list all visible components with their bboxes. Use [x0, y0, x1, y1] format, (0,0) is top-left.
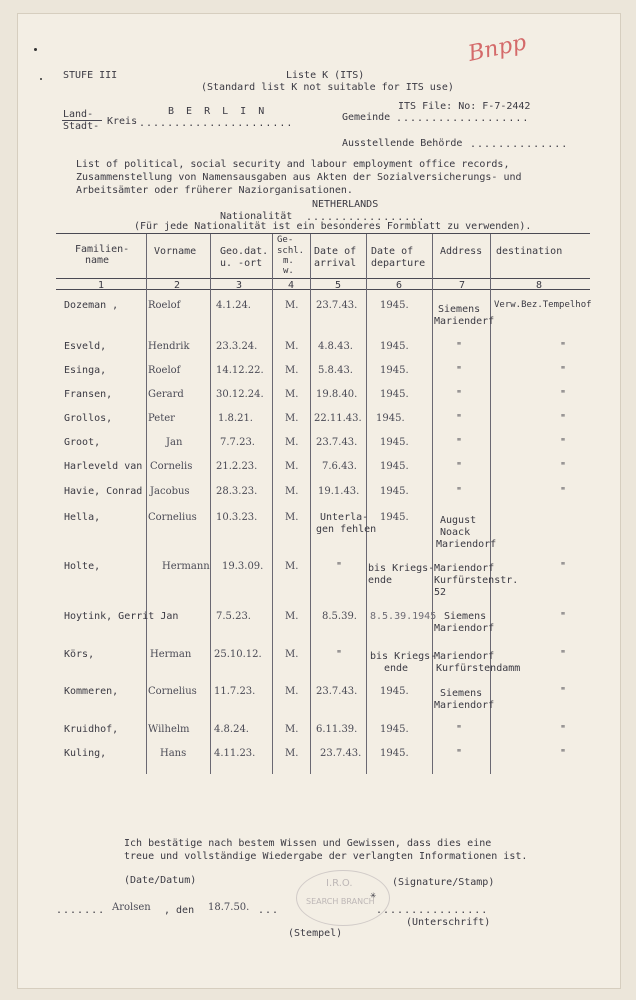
gemeinde-dots: ................... [396, 113, 530, 124]
cell-address: Mariendorf [434, 563, 495, 574]
cell-name: Havie, Conrad [64, 486, 143, 497]
col-number: 2 [174, 280, 181, 291]
cell-arrival: 4.8.43. [318, 341, 353, 352]
cell-address-2: Marienderf [434, 316, 495, 327]
cell-address-2: Mariendorf [434, 623, 495, 634]
cell-address: Siemens [438, 304, 481, 315]
ausstellende-label: Ausstellende Behörde [342, 138, 463, 149]
cell-sex: M. [285, 561, 299, 572]
cell-firstname: Hans [160, 748, 187, 759]
col-header-geodat-2: u. -ort [220, 258, 263, 269]
cell-destination: " [560, 486, 567, 497]
cell-arrival: 22.11.43. [314, 413, 362, 424]
col-divider [210, 234, 211, 774]
cell-arrival: 19.8.40. [316, 389, 358, 400]
col-header-arrival-2: arrival [314, 258, 357, 269]
cell-departure: bis Kriegs- [368, 563, 435, 574]
cell-sex: M. [285, 341, 299, 352]
certification-line-1: Ich bestätige nach bestem Wissen und Gewissen, dass dies eine [124, 838, 492, 849]
cell-departure: 1945. [380, 686, 409, 697]
cell-sex: M. [285, 724, 299, 735]
nationality-note: (Für jede Nationalität ist ein besonderes Formblatt zu verwenden). [134, 221, 532, 232]
den-label: , den [164, 905, 195, 916]
cell-name: Esinga, [64, 365, 107, 376]
intro-line-3: Arbeitsämter oder früherer Naziorganisationen. [76, 185, 353, 196]
cell-address: " [456, 389, 463, 400]
signature-label: (Signature/Stamp) [392, 877, 495, 888]
cell-destination: " [560, 437, 567, 448]
cell-destination: " [560, 611, 567, 622]
stadt-label: Stadt- [63, 121, 100, 132]
cell-born: 7.7.23. [220, 437, 255, 448]
nationality-value: NETHERLANDS [312, 199, 379, 210]
col-header-address: Address [440, 246, 483, 257]
cell-departure: 8.5.39.1945 [370, 611, 437, 622]
col-number: 1 [98, 280, 105, 291]
cell-destination: Verw.Bez.Tempelhof [494, 300, 592, 310]
cell-born: 4.1.24. [216, 300, 251, 311]
cell-departure: 1945. [380, 461, 409, 472]
kreis-dots: ...................... [139, 118, 294, 129]
cell-born: 10.3.23. [216, 512, 258, 523]
cell-address: " [456, 437, 463, 448]
cell-sex: M. [285, 649, 299, 660]
col-header-arrival: Date of [314, 246, 357, 257]
cell-born: 30.12.24. [216, 389, 264, 400]
cell-sex: M. [285, 300, 299, 311]
number-rule [56, 289, 590, 290]
cell-arrival: 23.7.43. [320, 748, 362, 759]
cell-arrival: " [336, 649, 343, 660]
col-divider [366, 234, 367, 774]
stempel-label: (Stempel) [288, 928, 343, 939]
col-header-geschl-w: w. [283, 266, 294, 276]
cell-arrival: 23.7.43. [316, 686, 358, 697]
cell-destination: " [560, 561, 567, 572]
cell-departure: 1945. [380, 748, 409, 759]
cell-born: 4.11.23. [214, 748, 256, 759]
place-dots: ....... [56, 905, 106, 916]
cell-departure: 1945. [380, 724, 409, 735]
cell-sex: M. [285, 461, 299, 472]
cell-departure: 1945. [380, 300, 409, 311]
cell-sex: M. [285, 389, 299, 400]
cell-name: Harleveld van [64, 461, 143, 472]
cell-arrival-2: gen fehlen [316, 524, 377, 535]
cell-address: Siemens [440, 688, 483, 699]
cell-firstname: Gerard [148, 389, 184, 400]
cell-firstname: Wilhelm [148, 724, 190, 735]
cell-address: " [456, 724, 463, 735]
cell-name: Esveld, [64, 341, 107, 352]
col-header-familienname: Familien- [75, 244, 130, 255]
cell-firstname: Hermann [162, 561, 210, 572]
cell-name: Kuling, [64, 748, 107, 759]
cell-born: 25.10.12. [214, 649, 262, 660]
col-divider [272, 234, 273, 774]
col-number: 8 [536, 280, 543, 291]
certification-line-2: treue und vollständige Wiedergabe der verlangten Informationen ist. [124, 851, 528, 862]
cell-firstname: Cornelius [148, 512, 197, 523]
table-top-rule [56, 233, 590, 234]
col-number: 7 [459, 280, 466, 291]
cell-arrival: 7.6.43. [322, 461, 357, 472]
cell-arrival: 6.11.39. [316, 724, 358, 735]
cell-name: Dozeman , [64, 300, 119, 311]
cell-sex: M. [285, 413, 299, 424]
cell-destination: " [560, 389, 567, 400]
col-header-geschl-m: m. [283, 256, 294, 266]
col-header-familienname-2: name [85, 255, 110, 266]
cell-destination: " [560, 341, 567, 352]
cell-destination: " [560, 365, 567, 376]
stamp-text: SEARCH BRANCH [306, 897, 375, 906]
land-stadt-divider [62, 120, 102, 121]
header-rule [56, 278, 590, 279]
cell-firstname: Roelof [148, 365, 181, 376]
cell-destination: " [560, 413, 567, 424]
cell-arrival: " [336, 561, 343, 572]
col-header-vorname: Vorname [154, 246, 197, 257]
cell-born: 7.5.23. [216, 611, 251, 622]
red-annotation: Bnpp [466, 30, 529, 67]
its-file-number: ITS File: No: F-7-2442 [398, 101, 531, 112]
cell-firstname: Roelof [148, 300, 181, 311]
cell-address: Siemens [444, 611, 487, 622]
stamp-text: I.R.O. [326, 878, 353, 889]
cell-departure: 1945. [380, 437, 409, 448]
cell-name: Groot, [64, 437, 101, 448]
cell-address: " [456, 413, 463, 424]
col-number: 3 [236, 280, 243, 291]
cell-firstname: Cornelis [150, 461, 193, 472]
cell-name: Hoytink, Gerrit Jan [64, 611, 179, 622]
cell-sex: M. [285, 512, 299, 523]
cell-address-3: 52 [434, 587, 447, 598]
star-mark: ✳ [370, 890, 377, 901]
cell-born: 28.3.23. [216, 486, 258, 497]
col-header-departure-2: departure [371, 258, 426, 269]
cell-departure: 1945. [380, 341, 409, 352]
cell-address: " [456, 341, 463, 352]
cell-departure: 1945. [380, 365, 409, 376]
place-value: Arolsen [112, 902, 151, 913]
cell-sex: M. [285, 748, 299, 759]
col-divider [432, 234, 433, 774]
cell-address-3: Mariendorf [436, 539, 497, 550]
col-header-geschl-2: schl. [277, 246, 305, 256]
signature-dots: ................ [376, 905, 489, 916]
cell-sex: M. [285, 611, 299, 622]
nationality-label: Nationalität [220, 211, 293, 222]
cell-departure: 1945. [380, 512, 409, 523]
cell-departure-2: ende [368, 575, 393, 586]
cell-arrival: 19.1.43. [318, 486, 360, 497]
cell-departure: 1945. [380, 389, 409, 400]
cell-destination: " [560, 461, 567, 472]
cell-name: Hella, [64, 512, 101, 523]
cell-name: Grollos, [64, 413, 113, 424]
cell-born: 23.3.24. [216, 341, 258, 352]
intro-line-2: Zusammenstellung von Namensausgaben aus Akten der Sozialversicherungs- und [76, 172, 522, 183]
cell-sex: M. [285, 486, 299, 497]
cell-name: Fransen, [64, 389, 113, 400]
col-divider [490, 234, 491, 774]
cell-name: Körs, [64, 649, 95, 660]
cell-firstname: Jan [166, 437, 183, 448]
col-number: 6 [396, 280, 403, 291]
col-header-geodat: Geo.dat. [220, 246, 269, 257]
cell-address-2: Kurfürstenstr. [434, 575, 519, 586]
cell-departure-2: ende [384, 663, 409, 674]
punch-hole [34, 48, 37, 51]
cell-departure: bis Kriegs- [370, 651, 437, 662]
cell-born: 4.8.24. [214, 724, 249, 735]
land-label: Land- [63, 109, 94, 120]
cell-name: Holte, [64, 561, 101, 572]
punch-hole [40, 78, 42, 80]
date-label: (Date/Datum) [124, 875, 197, 886]
col-header-departure: Date of [371, 246, 414, 257]
cell-departure: 1945. [380, 486, 409, 497]
cell-arrival: 8.5.39. [322, 611, 357, 622]
cell-address-2: Noack [440, 527, 471, 538]
cell-firstname: Herman [150, 649, 192, 660]
cell-address: August [440, 515, 477, 526]
cell-arrival: 23.7.43. [316, 437, 358, 448]
cell-firstname: Jacobus [150, 486, 190, 497]
col-number: 4 [288, 280, 295, 291]
col-divider [310, 234, 311, 774]
cell-address: " [456, 365, 463, 376]
nationality-dots: ................. [306, 212, 426, 223]
list-note: (Standard list K not suitable for ITS use) [201, 82, 454, 93]
ausstellende-dots: .............. [470, 139, 569, 150]
cell-arrival: 23.7.43. [316, 300, 358, 311]
kreis-value: B E R L I N [168, 106, 268, 117]
cell-born: 14.12.22. [216, 365, 264, 376]
cell-sex: M. [285, 365, 299, 376]
cell-address: " [456, 486, 463, 497]
cell-address: " [456, 748, 463, 759]
cell-name: Kruidhof, [64, 724, 119, 735]
col-header-geschl: Ge- [277, 235, 294, 245]
date-dots: ... [258, 905, 280, 916]
list-title: Liste K (ITS) [286, 70, 365, 81]
cell-arrival: 5.8.43. [318, 365, 353, 376]
cell-address-2: Mariendorf [434, 700, 495, 711]
cell-firstname: Cornelius [148, 686, 197, 697]
cell-firstname: Peter [148, 413, 175, 424]
unterschrift-label: (Unterschrift) [406, 917, 491, 928]
cell-departure: 1945. [376, 413, 405, 424]
cell-sex: M. [285, 686, 299, 697]
date-value: 18.7.50. [208, 902, 250, 913]
intro-line-1: List of political, social security and labour employment office records, [76, 159, 510, 170]
cell-born: 19.3.09. [222, 561, 264, 572]
cell-arrival: Unterla- [320, 512, 369, 523]
cell-born: 21.2.23. [216, 461, 258, 472]
cell-born: 1.8.21. [218, 413, 253, 424]
kreis-label: Kreis [107, 116, 138, 127]
cell-address: Mariendorf [434, 651, 495, 662]
stufe-label: STUFE III [63, 70, 118, 81]
cell-destination: " [560, 649, 567, 660]
cell-firstname: Hendrik [148, 341, 190, 352]
cell-address: " [456, 461, 463, 472]
cell-name: Kommeren, [64, 686, 119, 697]
cell-destination: " [560, 748, 567, 759]
cell-address-2: Kurfürstendamm [436, 663, 521, 674]
col-number: 5 [335, 280, 342, 291]
col-header-destination: destination [496, 246, 563, 257]
gemeinde-label: Gemeinde [342, 112, 391, 123]
col-divider [146, 234, 147, 774]
cell-destination: " [560, 686, 567, 697]
cell-destination: " [560, 724, 567, 735]
cell-sex: M. [285, 437, 299, 448]
cell-born: 11.7.23. [214, 686, 256, 697]
